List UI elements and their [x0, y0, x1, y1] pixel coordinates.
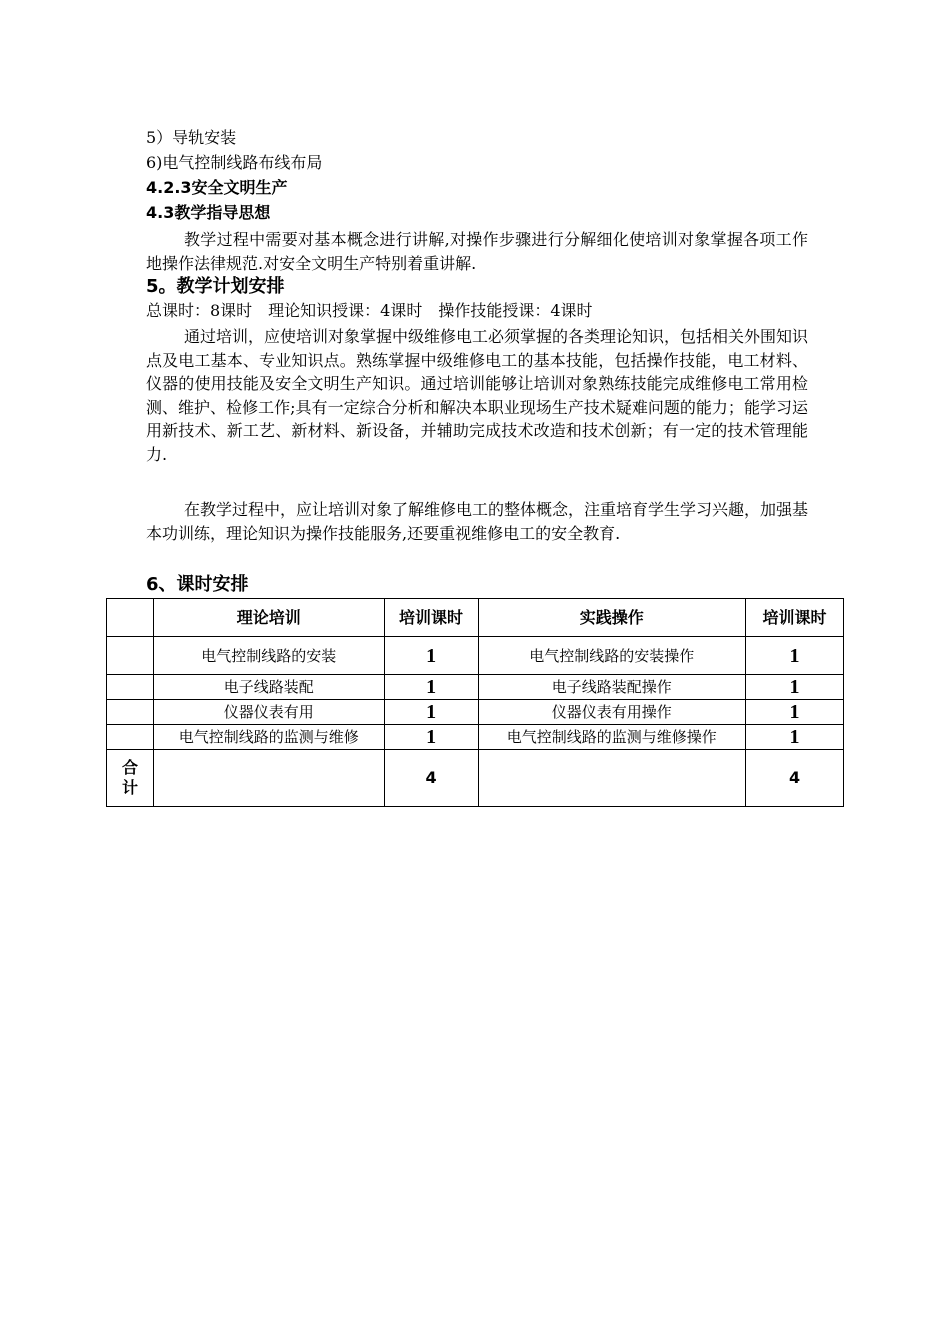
paragraph-training-goals: 通过培训，应使培训对象掌握中级维修电工必须掌握的各类理论知识，包括相关外围知识点及电工基本、专业知识点。熟练掌握中级维修电工的基本技能，包括操作技能，电工材料、仪器的使用技能及安全文明生产知识。通过培训能够让培训对象熟练技能完成维修电工常用检测、维护、检修工作;具有一定综合分析和解决本职业现场生产技术疑难问题的能力；能学习运用新技术、新工艺、新材料、新设备，并辅助完成技术改造和技术创新；有一定的技术管理能力. — [146, 327, 809, 464]
table-total-row — [107, 750, 844, 807]
theory-cell: 仪器仪表有用 — [153, 700, 384, 725]
list-item-wiring-layout: 6)电气控制线路布线布局 — [146, 153, 323, 172]
total-label-1: 合 — [121, 758, 138, 777]
total-label-2: 计 — [121, 778, 138, 797]
header-theory-hours: 培训课时 — [384, 599, 478, 637]
practice-hours-cell: 1 — [746, 725, 844, 750]
table-row — [107, 725, 844, 750]
practice-hours-cell: 1 — [746, 637, 844, 675]
total-practice-cell — [478, 750, 746, 807]
practice-cell: 电气控制线路的监测与维修操作 — [478, 725, 746, 750]
theory-hours-cell: 1 — [384, 700, 478, 725]
heading-4-3: 4.3教学指导思想 — [146, 203, 271, 222]
schedule-table — [106, 598, 844, 807]
total-theory-cell — [153, 750, 384, 807]
header-practice: 实践操作 — [478, 599, 746, 637]
theory-hours-cell: 1 — [384, 675, 478, 700]
theory-hours-cell: 1 — [384, 637, 478, 675]
practice-hours-cell: 1 — [746, 700, 844, 725]
table-row — [107, 700, 844, 725]
row-label-cell — [107, 637, 154, 675]
row-label-cell — [107, 700, 154, 725]
practice-cell: 电气控制线路的安装操作 — [478, 637, 746, 675]
total-label-cell — [107, 750, 154, 807]
theory-cell: 电子线路装配 — [153, 675, 384, 700]
paragraph-teaching-guidance: 教学过程中需要对基本概念进行讲解,对操作步骤进行分解细化使培训对象掌握各项工作地操作法律规范.对安全文明生产特别着重讲解. — [146, 230, 808, 273]
row-label-cell — [107, 675, 154, 700]
paragraph-teaching-process: 在教学过程中，应让培训对象了解维修电工的整体概念，注重培育学生学习兴趣，加强基本功训练，理论知识为操作技能服务,还要重视维修电工的安全教育. — [146, 500, 809, 543]
heading-5: 5。教学计划安排 — [146, 276, 285, 297]
practice-cell: 仪器仪表有用操作 — [478, 700, 746, 725]
theory-cell: 电气控制线路的安装 — [153, 637, 384, 675]
table-row — [107, 637, 844, 675]
row-label-cell — [107, 725, 154, 750]
list-item-rail-install: 5）导轨安装 — [146, 128, 237, 147]
total-hours-line: 总课时：8课时 理论知识授课：4课时 操作技能授课：4课时 — [146, 301, 593, 320]
theory-cell: 电气控制线路的监测与维修 — [153, 725, 384, 750]
theory-hours-cell: 1 — [384, 725, 478, 750]
heading-4-2-3: 4.2.3安全文明生产 — [146, 178, 288, 197]
table-row — [107, 675, 844, 700]
practice-cell: 电子线路装配操作 — [478, 675, 746, 700]
table-header-row — [107, 599, 844, 637]
total-practice-hours: 4 — [746, 750, 844, 807]
total-theory-hours: 4 — [384, 750, 478, 807]
header-cell — [107, 599, 154, 637]
heading-6: 6、课时安排 — [146, 574, 249, 595]
header-theory: 理论培训 — [153, 599, 384, 637]
header-practice-hours: 培训课时 — [746, 599, 844, 637]
practice-hours-cell: 1 — [746, 675, 844, 700]
